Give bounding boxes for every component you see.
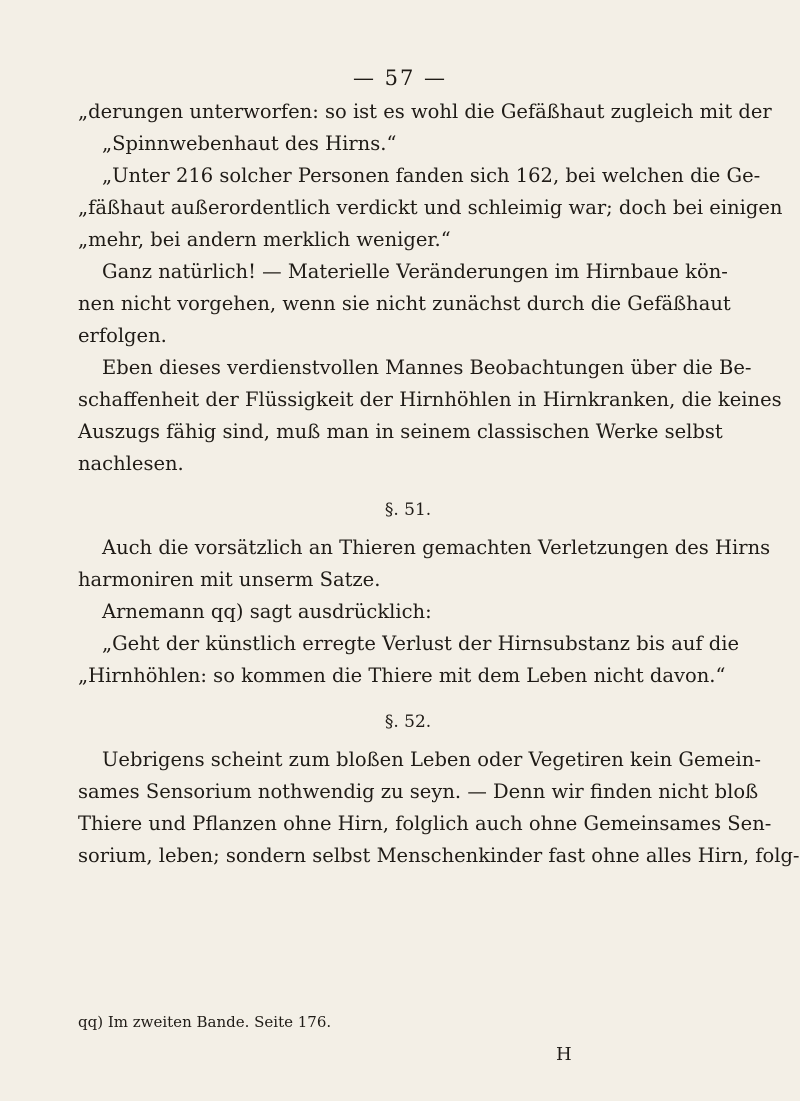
- text-line: nen nicht vorgehen, wenn sie nicht zunächst durch die Gefäßhaut: [78, 292, 731, 315]
- text-line: „derungen unterworfen: so ist es wohl die Gefäßhaut zugleich mit der: [78, 100, 772, 123]
- text-line: Uebrigens scheint zum bloßen Leben oder Vegetiren kein Gemein-: [102, 748, 761, 771]
- text-line: erfolgen.: [78, 324, 167, 347]
- text-line: sames Sensorium nothwendig zu seyn. — Denn wir finden nicht bloß: [78, 780, 759, 803]
- text-line: harmoniren mit unserm Satze.: [78, 568, 381, 591]
- text-line: schaffenheit der Flüssigkeit der Hirnhöhlen in Hirnkranken, die keines: [78, 388, 782, 411]
- text-line: Arnemann qq) sagt ausdrücklich:: [102, 600, 432, 623]
- text-line: Auszugs fähig sind, muß man in seinem classischen Werke selbst: [78, 420, 723, 443]
- text-line: Ganz natürlich! — Materielle Veränderungen im Hirnbaue kön-: [102, 260, 728, 283]
- section-heading: §. 51.: [384, 500, 432, 520]
- signature-mark: H: [556, 1044, 572, 1065]
- text-line: „Hirnhöhlen: so kommen die Thiere mit dem Leben nicht davon.“: [78, 664, 726, 687]
- section-heading: §. 52.: [384, 712, 432, 732]
- text-line: Eben dieses verdienstvollen Mannes Beobachtungen über die Be-: [102, 356, 752, 379]
- text-line: „fäßhaut außerordentlich verdickt und schleimig war; doch bei einigen: [78, 196, 783, 219]
- text-line: Auch die vorsätzlich an Thieren gemachten Verletzungen des Hirns: [102, 536, 771, 559]
- text-line: „Unter 216 solcher Personen fanden sich 162, bei welchen die Ge-: [102, 164, 761, 187]
- text-line: nachlesen.: [78, 452, 184, 475]
- text-line: sorium, leben; sondern selbst Menschenkinder fast ohne alles Hirn, folg-: [78, 844, 800, 867]
- text-line: Thiere und Pflanzen ohne Hirn, folglich auch ohne Gemeinsames Sen-: [78, 812, 772, 835]
- footnote: qq) Im zweiten Bande. Seite 176.: [78, 1013, 332, 1031]
- page-number: — 57 —: [352, 66, 448, 90]
- body-text: [78, 96, 800, 872]
- text-line: „mehr, bei andern merklich weniger.“: [78, 228, 451, 251]
- text-line: „Spinnwebenhaut des Hirns.“: [102, 132, 397, 155]
- text-line: „Geht der künstlich erregte Verlust der Hirnsubstanz bis auf die: [102, 632, 740, 655]
